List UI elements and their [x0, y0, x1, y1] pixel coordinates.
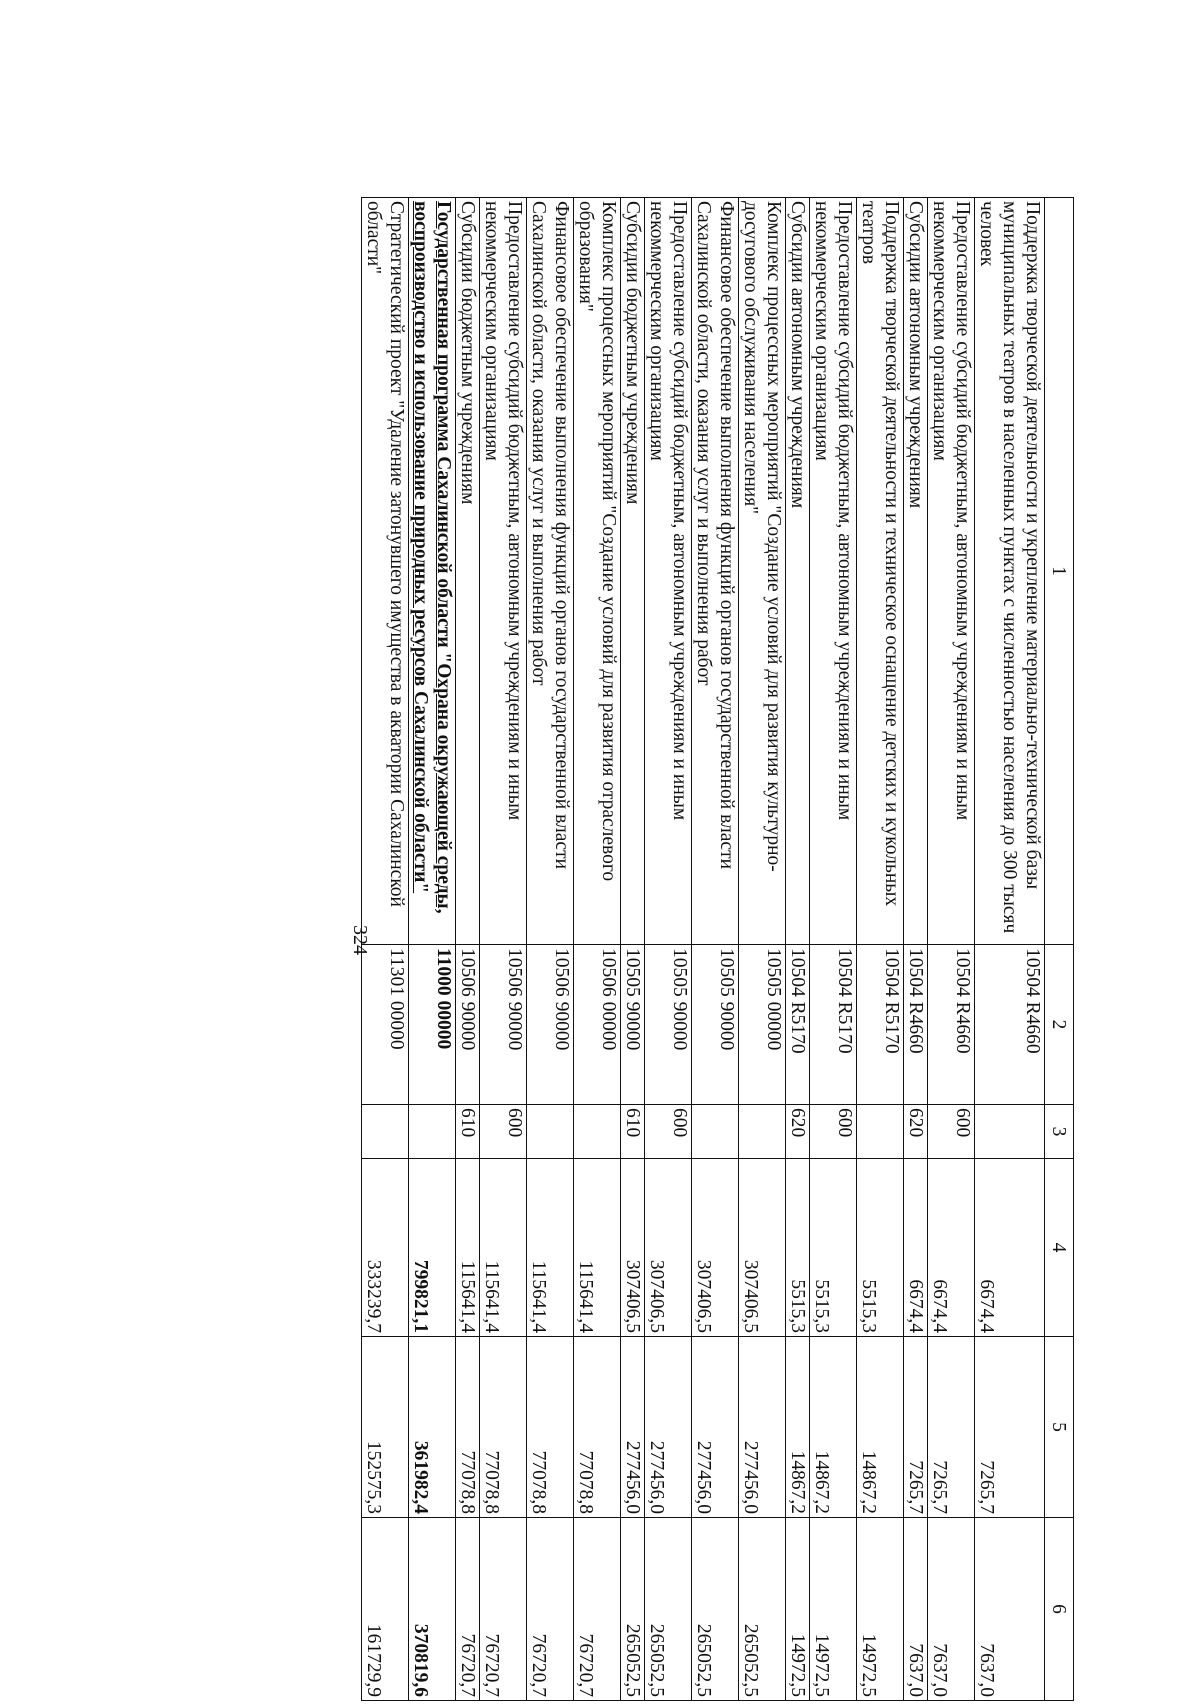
- row-value-2024-cell: 7265,7: [904, 1337, 928, 1518]
- row-name-cell: Стратегический проект "Удаление затонувшего имущества в акватории Сахалинской области": [362, 198, 409, 945]
- row-value-2023-cell: 5515,3: [786, 1159, 810, 1337]
- row-value-2024-cell: 277456,0: [645, 1337, 692, 1518]
- row-value-2025-cell: 7637,0: [904, 1518, 928, 1701]
- row-name-cell: Государственная программа Сахалинской области "Охрана окружающей среды, воспроизводство и использование природных ресурсов Сахалинской области": [409, 198, 456, 945]
- row-name-cell: Предоставление субсидий бюджетным, автономным учреждениям и иным некоммерческим организациям: [928, 198, 975, 945]
- row-name-cell: Финансовое обеспечение выполнения функций органов государственной власти Сахалинской области, оказания услуг и выполнения работ: [527, 198, 574, 945]
- row-value-2023-cell: 307406,5: [621, 1159, 645, 1337]
- row-vr-cell: [739, 1105, 786, 1159]
- row-vr-cell: [574, 1105, 621, 1159]
- column-header: 1: [1045, 198, 1074, 945]
- table-row: [810, 198, 857, 1701]
- row-value-2023-cell: 115641,4: [527, 1159, 574, 1337]
- table-row: [456, 198, 480, 1701]
- row-code-cell: 10504 R4660: [928, 945, 975, 1105]
- row-name-cell: Предоставление субсидий бюджетным, автономным учреждениям и иным некоммерческим организациям: [810, 198, 857, 945]
- column-header: 4: [1045, 1159, 1074, 1337]
- row-value-2024-cell: 77078,8: [574, 1337, 621, 1518]
- row-value-2025-cell: 14972,5: [786, 1518, 810, 1701]
- row-value-2025-cell: 370819,6: [409, 1518, 456, 1701]
- row-vr-cell: [362, 1105, 409, 1159]
- row-value-2025-cell: 265052,5: [621, 1518, 645, 1701]
- row-code-cell: 10506 90000: [456, 945, 480, 1105]
- row-value-2023-cell: 6674,4: [928, 1159, 975, 1337]
- row-code-cell: 11301 00000: [362, 945, 409, 1105]
- row-value-2024-cell: 14867,2: [857, 1337, 904, 1518]
- row-vr-cell: 610: [621, 1105, 645, 1159]
- row-value-2023-cell: 6674,4: [904, 1159, 928, 1337]
- row-vr-cell: [527, 1105, 574, 1159]
- row-value-2023-cell: 115641,4: [456, 1159, 480, 1337]
- table-row: [857, 198, 904, 1701]
- row-value-2025-cell: 265052,5: [645, 1518, 692, 1701]
- row-vr-cell: 600: [810, 1105, 857, 1159]
- table-header-row: [1045, 198, 1074, 1701]
- row-vr-cell: [857, 1105, 904, 1159]
- row-name-cell: Комплекс процессных мероприятий "Создание условий для развития отраслевого образования": [574, 198, 621, 945]
- table-row: [786, 198, 810, 1701]
- row-code-cell: 10505 90000: [645, 945, 692, 1105]
- row-vr-cell: 600: [645, 1105, 692, 1159]
- row-value-2024-cell: 14867,2: [786, 1337, 810, 1518]
- column-header: 2: [1045, 945, 1074, 1105]
- row-value-2023-cell: 115641,4: [574, 1159, 621, 1337]
- table-row: [574, 198, 621, 1701]
- budget-table: [361, 197, 1074, 1701]
- row-code-cell: 10504 R5170: [810, 945, 857, 1105]
- row-value-2023-cell: 307406,5: [739, 1159, 786, 1337]
- row-code-cell: 10505 90000: [621, 945, 645, 1105]
- row-code-cell: 10504 R4660: [904, 945, 928, 1105]
- row-value-2025-cell: 7637,0: [975, 1518, 1045, 1701]
- row-vr-cell: 600: [480, 1105, 527, 1159]
- row-value-2024-cell: 77078,8: [527, 1337, 574, 1518]
- row-value-2025-cell: 76720,7: [527, 1518, 574, 1701]
- row-vr-cell: [409, 1105, 456, 1159]
- row-value-2025-cell: 265052,5: [739, 1518, 786, 1701]
- row-value-2023-cell: 799821,1: [409, 1159, 456, 1337]
- row-value-2023-cell: 5515,3: [810, 1159, 857, 1337]
- row-value-2025-cell: 14972,5: [810, 1518, 857, 1701]
- table-row: [904, 198, 928, 1701]
- row-name-cell: Субсидии автономным учреждениям: [904, 198, 928, 945]
- row-value-2024-cell: 361982,4: [409, 1337, 456, 1518]
- row-value-2025-cell: 76720,7: [480, 1518, 527, 1701]
- row-value-2024-cell: 14867,2: [810, 1337, 857, 1518]
- row-vr-cell: [692, 1105, 739, 1159]
- row-code-cell: 10505 00000: [739, 945, 786, 1105]
- row-code-cell: 10504 R5170: [857, 945, 904, 1105]
- row-name-cell: Субсидии автономным учреждениям: [786, 198, 810, 945]
- row-name-cell: Предоставление субсидий бюджетным, автономным учреждениям и иным некоммерческим организациям: [480, 198, 527, 945]
- row-code-cell: 10506 90000: [527, 945, 574, 1105]
- row-value-2023-cell: 115641,4: [480, 1159, 527, 1337]
- row-value-2024-cell: 277456,0: [692, 1337, 739, 1518]
- row-value-2025-cell: 76720,7: [456, 1518, 480, 1701]
- row-value-2024-cell: 277456,0: [739, 1337, 786, 1518]
- budget-table-container: [119, 197, 1074, 1700]
- row-code-cell: 11000 00000: [409, 945, 456, 1105]
- row-vr-cell: 600: [928, 1105, 975, 1159]
- row-value-2023-cell: 5515,3: [857, 1159, 904, 1337]
- table-body: [362, 198, 1045, 1701]
- row-value-2025-cell: 14972,5: [857, 1518, 904, 1701]
- table-row: [928, 198, 975, 1701]
- page-number: 324: [349, 925, 372, 955]
- row-name-cell: Субсидии бюджетным учреждениям: [456, 198, 480, 945]
- row-value-2025-cell: 161729,9: [362, 1518, 409, 1701]
- column-header: 6: [1045, 1518, 1074, 1701]
- column-header: 3: [1045, 1105, 1074, 1159]
- table-row: [692, 198, 739, 1701]
- table-row: [409, 198, 456, 1701]
- row-name-cell: Субсидии бюджетным учреждениям: [621, 198, 645, 945]
- row-vr-cell: 620: [786, 1105, 810, 1159]
- row-code-cell: 10506 00000: [574, 945, 621, 1105]
- row-code-cell: 10504 R4660: [975, 945, 1045, 1105]
- table-row: [480, 198, 527, 1701]
- row-value-2023-cell: 6674,4: [975, 1159, 1045, 1337]
- row-name-cell: Финансовое обеспечение выполнения функций органов государственной власти Сахалинской области, оказания услуг и выполнения работ: [692, 198, 739, 945]
- table-row: [362, 198, 409, 1701]
- row-value-2024-cell: 277456,0: [621, 1337, 645, 1518]
- row-code-cell: 10505 90000: [692, 945, 739, 1105]
- row-vr-cell: [975, 1105, 1045, 1159]
- row-value-2024-cell: 77078,8: [456, 1337, 480, 1518]
- row-vr-cell: 620: [904, 1105, 928, 1159]
- row-value-2025-cell: 265052,5: [692, 1518, 739, 1701]
- row-value-2024-cell: 77078,8: [480, 1337, 527, 1518]
- row-value-2024-cell: 152575,3: [362, 1337, 409, 1518]
- row-value-2023-cell: 307406,5: [645, 1159, 692, 1337]
- row-value-2024-cell: 7265,7: [975, 1337, 1045, 1518]
- table-row: [739, 198, 786, 1701]
- row-code-cell: 10504 R5170: [786, 945, 810, 1105]
- row-name-cell: Комплекс процессных мероприятий "Создание условий для развития культурно-досугового обслуживания населения": [739, 198, 786, 945]
- table-row: [527, 198, 574, 1701]
- row-value-2023-cell: 307406,5: [692, 1159, 739, 1337]
- table-row: [645, 198, 692, 1701]
- row-name-cell: Поддержка творческой деятельности и техническое оснащение детских и кукольных театров: [857, 198, 904, 945]
- row-code-cell: 10506 90000: [480, 945, 527, 1105]
- row-vr-cell: 610: [456, 1105, 480, 1159]
- column-header: 5: [1045, 1337, 1074, 1518]
- table-row: [621, 198, 645, 1701]
- row-name-cell: Поддержка творческой деятельности и укрепление материально-технической базы муниципальных театров в населенных пунктах с численностью населения до 300 тысяч человек: [975, 198, 1045, 945]
- row-value-2023-cell: 333239,7: [362, 1159, 409, 1337]
- table-row: [975, 198, 1045, 1701]
- row-name-cell: Предоставление субсидий бюджетным, автономным учреждениям и иным некоммерческим организациям: [645, 198, 692, 945]
- row-value-2025-cell: 7637,0: [928, 1518, 975, 1701]
- row-value-2025-cell: 76720,7: [574, 1518, 621, 1701]
- row-value-2024-cell: 7265,7: [928, 1337, 975, 1518]
